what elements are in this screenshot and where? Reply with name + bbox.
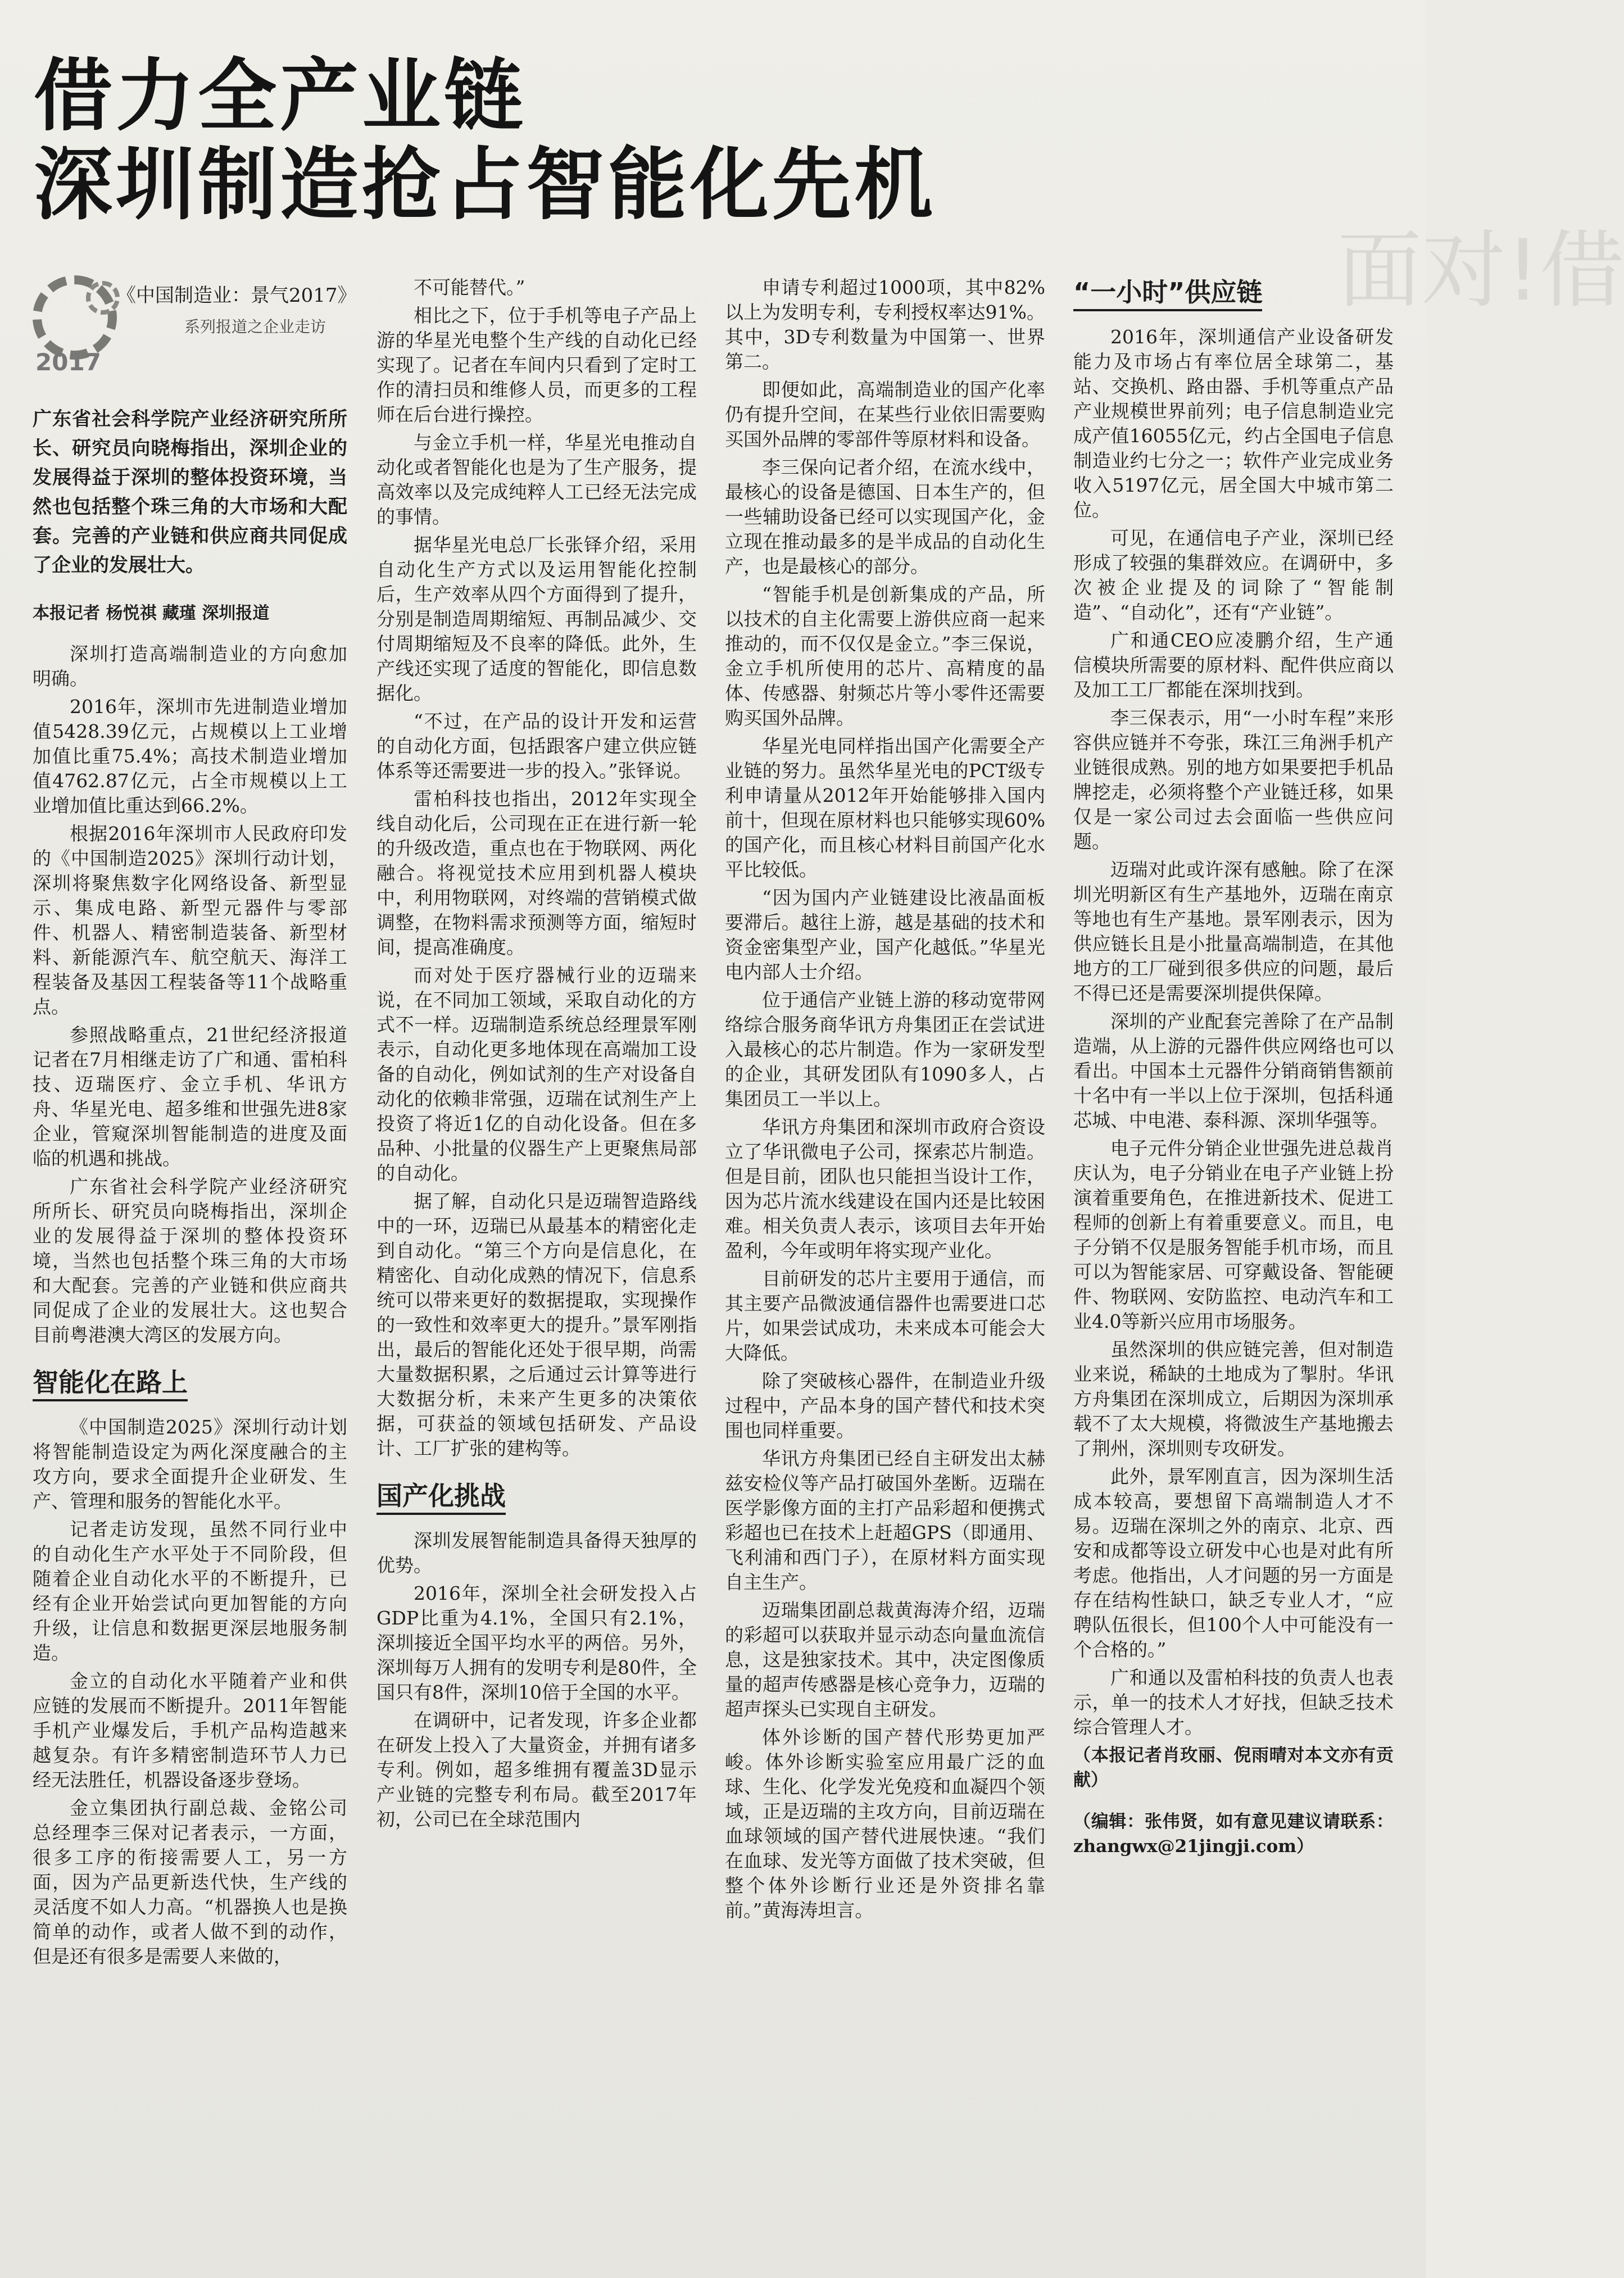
body-paragraph: 根据2016年深圳市人民政府印发的《中国制造2025》深圳行动计划，深圳将聚焦数字化网络设备、新型显示、集成电路、新型元器件与零部件、机器人、精密制造装备、新型材料、新能源汽车、航空航天、海洋工程装备及基因工程装备等11个战略重点。 (33, 823, 347, 1018)
body-paragraph: 参照战略重点，21世纪经济报道记者在7月相继走访了广和通、雷柏科技、迈瑞医疗、金立手机、华讯方舟、华星光电、超多维和世强先进8家企业，管窥深圳智能制造的进度及面临的机遇和挑战。 (33, 1024, 347, 1169)
body-paragraph: 广和通以及雷柏科技的负责人也表示，单一的技术人才好找，但缺乏技术综合管理人才。 (1073, 1667, 1394, 1738)
body-paragraph: 广东省社会科学院产业经济研究所所长、研究员向晓梅指出，深圳企业的发展得益于深圳的整体投资环境，当然也包括整个珠三角的大市场和大配套。完善的产业链和供应商共同促成了企业的发展壮大。这也契合目前粤港澳大湾区的发展方向。 (33, 1176, 347, 1346)
body-paragraph: 体外诊断的国产替代形势更加严峻。体外诊断实验室应用最广泛的血球、生化、化学发光免疫和血凝四个领域，正是迈瑞的主攻方向，目前迈瑞在血球领域的国产替代进展快速。“我们在血球、发光等方面做了技术突破，但整个体外诊断行业还是外资排名靠前。”黄海涛坦言。 (725, 1726, 1045, 1921)
bleed-through-text: 面对!借 (1337, 222, 1624, 320)
body-paragraph: “不过，在产品的设计开发和运营的自动化方面，包括跟客户建立供应链体系等还需要进一步的投入。”张铎说。 (376, 710, 697, 782)
column-1 (33, 275, 357, 1972)
column-3 (725, 275, 1045, 1926)
body-paragraph: 电子元件分销企业世强先进总裁肖庆认为，电子分销业在电子产业链上扮演着重要角色，在推进新技术、促进工程师的创新上有着重要意义。而且，电子分销不仅是服务智能手机市场，而且可以为智能家居、可穿戴设备、智能硬件、物联网、安防监控、电动汽车和工业4.0等新兴应用市场服务。 (1073, 1137, 1394, 1332)
body-paragraph: 深圳发展智能制造具备得天独厚的优势。 (376, 1530, 697, 1576)
body-paragraph: 迈瑞对此或许深有感触。除了在深圳光明新区有生产基地外，迈瑞在南京等地也有生产基地。景军刚表示，因为供应链长且是小批量高端制造，在其他地方的工厂碰到很多供应的问题，最后不得已还是需要深圳提供保障。 (1073, 859, 1394, 1004)
body-paragraph: 金立的自动化水平随着产业和供应链的发展而不断提升。2011年智能手机产业爆发后，手机产品构造越来越复杂。有许多精密制造环节人力已经无法胜任，机器设备逐步登场。 (33, 1670, 347, 1791)
body-paragraph: 李三保向记者介绍，在流水线中，最核心的设备是德国、日本生产的，但一些辅助设备已经可以实现国产化，金立现在推动最多的是半成品的自动化生产，也是最核心的部分。 (725, 456, 1045, 577)
body-paragraph: 据华星光电总厂长张铎介绍，采用自动化生产方式以及运用智能化控制后，生产效率从四个方面得到了提升，分别是制造周期缩短、再制品减少、交付周期缩短及不良率的降低。此外，生产线还实现了适度的智能化，即信息数据化。 (376, 534, 697, 704)
body-paragraph: 而对处于医疗器械行业的迈瑞来说，在不同加工领域，采取自动化的方式不一样。迈瑞制造系统总经理景军刚表示，自动化更多地体现在高端加工设备的自动化，例如试剂的生产对设备自动化的依赖非常强，迈瑞在试剂生产上投资了将近1亿的自动化设备。但在多品种、小批量的仪器生产上更聚焦局部的自动化。 (376, 964, 697, 1184)
body-paragraph: 华星光电同样指出国产化需要全产业链的努力。虽然华星光电的PCT级专利申请量从2012年开始能够排入国内前十，但现在原材料也只能够实现60%的国产化，而且核心材料目前国产化水平比较低。 (725, 735, 1045, 881)
body-paragraph: 深圳打造高端制造业的方向愈加明确。 (33, 643, 347, 689)
body-paragraph: 即便如此，高端制造业的国产化率仍有提升空间，在某些行业依旧需要购买国外品牌的零部件等原材料和设备。 (725, 379, 1045, 450)
body-paragraph: 金立集团执行副总裁、金铭公司总经理李三保对记者表示，一方面，很多工序的衔接需要人工，另一方面，因为产品更新迭代快，生产线的灵活度不如人力高。“机器换人也是换简单的动作，或者人做不到的动作，但是还有很多是需要人来做的， (33, 1797, 347, 1967)
column-4 (1073, 275, 1394, 1862)
series-year: 2017 (35, 348, 101, 376)
contributors-note: （本报记者肖玫丽、倪雨晴对本文亦有贡献） (1073, 1745, 1394, 1790)
body-paragraph: 华讯方舟集团和深圳市政府合资设立了华讯微电子公司，探索芯片制造。但是目前，团队也只能担当设计工作，因为芯片流水线建设在国内还是比较困难。相关负责人表示，该项目去年开始盈利，今年或明年将实现产业化。 (725, 1116, 1045, 1261)
body-paragraph: 《中国制造2025》深圳行动计划将智能制造设定为两化深度融合的主攻方向，要求全面提升企业研发、生产、管理和服务的智能化水平。 (33, 1416, 347, 1512)
body-paragraph: 2016年，深圳通信产业设备研发能力及市场占有率位居全球第二，基站、交换机、路由器、手机等重点产品产业规模世界前列；电子信息制造业完成产值16055亿元，约占全国电子信息制造业约七分之一；软件产业完成业务收入5197亿元，居全国大中城市第二位。 (1073, 326, 1394, 521)
headline-line1: 借力全产业链 (34, 51, 527, 142)
lead-paragraph: 广东省社会科学院产业经济研究所所长、研究员向晓梅指出，深圳企业的发展得益于深圳的整体投资环境，当然也包括整个珠三角的大市场和大配套。完善的产业链和供应商共同促成了企业的发展壮大。 (33, 408, 347, 577)
body-paragraph: 华讯方舟集团已经自主研发出太赫兹安检仪等产品打破国外垄断。迈瑞在医学影像方面的主打产品彩超和便携式彩超也已在技术上赶超GPS（即通用、飞利浦和西门子），在原材料方面实现自主生产。 (725, 1447, 1045, 1593)
body-paragraph: 申请专利超过1000项，其中82%以上为发明专利，专利授权率达91%。其中，3D专利数量为中国第一、世界第二。 (725, 276, 1045, 373)
body-paragraph: 2016年，深圳全社会研发投入占GDP比重为4.1%，全国只有2.1%，深圳接近全国平均水平的两倍。另外，深圳每万人拥有的发明专利是80件，全国只有8件，深圳10倍于全国的水平。 (376, 1582, 697, 1703)
section-heading-intelligence: 智能化在路上 (33, 1365, 188, 1401)
body-paragraph: 李三保表示，用“一小时车程”来形容供应链并不夸张，珠江三角洲手机产业链很成熟。别的地方如果要把手机品牌挖走，必须将整个产业链迁移，如果仅是一家公司过去会面临一些供应问题。 (1073, 707, 1394, 852)
body-paragraph: 除了突破核心器件，在制造业升级过程中，产品本身的国产替代和技术突围也同样重要。 (725, 1370, 1045, 1441)
body-paragraph: 记者走访发现，虽然不同行业中的自动化生产水平处于不同阶段，但随着企业自动化水平的不断提升，已经有企业开始尝试向更加智能的方向升级，让信息和数据更深层地服务制造。 (33, 1518, 347, 1664)
body-paragraph: 雷柏科技也指出，2012年实现全线自动化后，公司现在正在进行新一轮的升级改造，重点也在于物联网、两化融合。将视觉技术应用到机器人模块中，利用物联网，对终端的营销模式做调整，在物料需求预测等方面，缩短时间，提高准确度。 (376, 788, 697, 958)
body-paragraph: 虽然深圳的供应链完善，但对制造业来说，稀缺的土地成为了掣肘。华讯方舟集团在深圳成立，后期因为深圳承载不了太大规模，将微波生产基地搬去了荆州，深圳则专攻研发。 (1073, 1338, 1394, 1459)
body-paragraph: 目前研发的芯片主要用于通信，而其主要产品微波通信器件也需要进口芯片，如果尝试成功，未来成本可能会大大降低。 (725, 1268, 1045, 1364)
column-2 (376, 275, 697, 1835)
body-paragraph: “因为国内产业链建设比液晶面板要滞后。越往上游，越是基础的技术和资金密集型产业，国产化越低。”华星光电内部人士介绍。 (725, 887, 1045, 983)
body-paragraph: 迈瑞集团副总裁黄海涛介绍，迈瑞的彩超可以获取并显示动态向量血流信息，这是独家技术。其中，决定图像质量的超声传感器是核心竞争力，迈瑞的超声探头已实现自主研发。 (725, 1599, 1045, 1720)
body-paragraph: 可见，在通信电子产业，深圳已经形成了较强的集群效应。在调研中，多次被企业提及的词除了“智能制造”、“自动化”，还有“产业链”。 (1073, 527, 1394, 623)
headline-line2: 深圳制造抢占智能化先机 (34, 139, 937, 231)
body-paragraph: 位于通信产业链上游的移动宽带网络综合服务商华讯方舟集团正在尝试进入最核心的芯片制造。作为一家研发型的企业，其研发团队有1090多人，占集团员工一半以上。 (725, 989, 1045, 1110)
body-paragraph: 据了解，自动化只是迈瑞智造路线中的一环，迈瑞已从最基本的精密化走到自动化。“第三个方向是信息化，在精密化、自动化成熟的情况下，信息系统可以带来更好的数据提取，实现操作的一致性和效率更大的提升。”景军刚指出，最后的智能化还处于很早期，尚需大量数据积累，之后通过云计算等进行大数据分析，未来产生更多的决策依据，可获益的领域包括研发、产品设计、工厂扩张的建构等。 (376, 1190, 697, 1459)
series-badge (33, 275, 357, 393)
byline: 本报记者 杨悦祺 藏瑾 深圳报道 (33, 603, 270, 623)
series-subtitle: 系列报道之企业走访 (184, 317, 326, 336)
editor-note: （编辑：张伟贤，如有意见建议请联系：zhangwx@21jingji.com） (1073, 1812, 1394, 1857)
body-paragraph: 相比之下，位于手机等电子产品上游的华星光电整个生产线的自动化已经实现了。记者在车间内只看到了定时工作的清扫员和维修人员，而更多的工程师在后台进行操控。 (376, 305, 697, 425)
body-paragraph: 在调研中，记者发现，许多企业都在研发上投入了大量资金，并拥有诸多专利。例如，超多维拥有覆盖3D显示产业链的完整专利布局。截至2017年初，公司已在全球范围内 (376, 1709, 697, 1830)
small-gear-icon (86, 281, 120, 315)
section-heading-supply-chain: “一小时”供应链 (1073, 275, 1262, 311)
body-paragraph: 深圳的产业配套完善除了在产品制造端，从上游的元器件供应网络也可以看出。中国本土元器件分销商销售额前十名中有一半以上位于深圳，包括科通芯城、中电港、泰科源、深圳华强等。 (1073, 1010, 1394, 1131)
body-paragraph: 2016年，深圳市先进制造业增加值5428.39亿元，占规模以上工业增加值比重75.4%；高技术制造业增加值4762.87亿元，占全市规模以上工业增加值比重达到66.2%。 (33, 696, 347, 816)
body-paragraph: 广和通CEO应凌鹏介绍，生产通信模块所需要的原材料、配件供应商以及加工工厂都能在深圳找到。 (1073, 629, 1394, 701)
body-paragraph: 与金立手机一样，华星光电推动自动化或者智能化也是为了生产服务，提高效率以及完成纯粹人工已经无法完成的事情。 (376, 432, 697, 528)
series-name: 《中国制造业：景气2017》 (117, 284, 357, 307)
body-paragraph: “智能手机是创新集成的产品，所以技术的自主化需要上游供应商一起来推动的，而不仅仅是金立。”李三保说，金立手机所使用的芯片、高精度的晶体、传感器、射频芯片等小零件还需要购买国外品牌。 (725, 583, 1045, 729)
body-paragraph: 不可能替代。” (414, 276, 525, 298)
section-heading-localization: 国产化挑战 (376, 1479, 506, 1515)
body-paragraph: 此外，景军刚直言，因为深圳生活成本较高，要想留下高端制造人才不易。迈瑞在深圳之外的南京、北京、西安和成都等设立研发中心也是对此有所考虑。他指出，人才问题的另一方面是存在结构性缺口，缺乏专业人才，“应聘队伍很长，但100个人中可能没有一个合格的。” (1073, 1465, 1394, 1660)
